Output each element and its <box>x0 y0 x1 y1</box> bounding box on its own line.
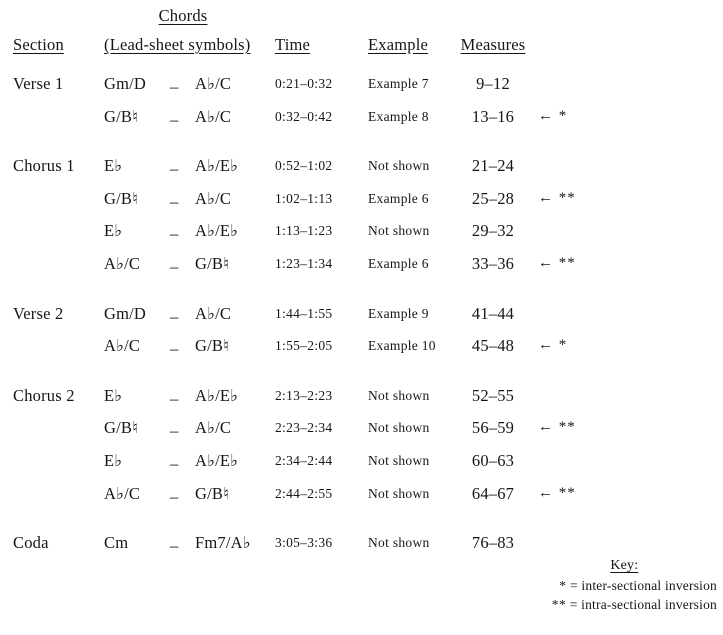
section-column-header: Section <box>13 35 64 54</box>
time-column-header: Time <box>275 35 311 54</box>
key-entry-intra-sectional <box>552 595 717 615</box>
chord-1: G/B♮ <box>104 418 139 438</box>
key-legend-title: Key: <box>610 558 639 573</box>
section-label: Verse 2 <box>13 303 64 323</box>
chord-2: G/B♮ <box>195 253 230 273</box>
example-reference: Not shown <box>368 420 430 436</box>
section-label: Chorus 2 <box>13 385 75 405</box>
measures-range: 45–48 <box>471 336 515 356</box>
inversion-marker: ← ** <box>538 189 576 206</box>
inversion-marker <box>530 74 723 75</box>
example-reference: Example 8 <box>368 108 429 124</box>
key-legend <box>552 556 717 615</box>
chord-1: Gm/D <box>104 303 147 323</box>
time-range: 3:05–3:36 <box>275 535 333 551</box>
time-range: 0:52–1:02 <box>275 158 333 174</box>
inversion-marker: ← ** <box>538 484 576 501</box>
chord-1: A♭/C <box>104 253 141 273</box>
table-row <box>13 74 723 107</box>
inversion-marker <box>530 221 723 222</box>
example-reference: Not shown <box>368 158 430 174</box>
chord-1: A♭/C <box>104 483 141 503</box>
measures-range: 76–83 <box>471 533 515 553</box>
table-row <box>13 221 723 254</box>
chord-2: G/B♮ <box>195 483 230 503</box>
chord-1: E♭ <box>104 156 123 176</box>
example-reference: Not shown <box>368 223 430 239</box>
example-reference: Not shown <box>368 452 430 468</box>
chord-2: A♭/C <box>195 74 232 93</box>
chord-dash: – <box>170 339 179 359</box>
time-range: 0:32–0:42 <box>275 108 333 124</box>
chord-dash: – <box>170 191 179 211</box>
time-range: 1:44–1:55 <box>275 305 333 321</box>
chord-1: A♭/C <box>104 336 141 356</box>
measures-range: 41–44 <box>471 303 515 323</box>
time-range: 0:21–0:32 <box>275 76 333 91</box>
chord-1: Cm <box>104 533 129 553</box>
section-label: Verse 1 <box>13 74 64 93</box>
chord-dash: – <box>170 109 179 129</box>
chord-dash: – <box>170 486 179 506</box>
measures-range: 9–12 <box>476 74 510 93</box>
measures-range: 33–36 <box>471 253 515 273</box>
measures-column-header: Measures <box>460 35 526 54</box>
measures-range: 52–55 <box>471 385 515 405</box>
chord-dash: – <box>170 77 179 96</box>
table-body <box>13 74 723 566</box>
chord-2: A♭/C <box>195 188 232 208</box>
inversion-marker: ← ** <box>538 254 576 271</box>
table-row <box>13 451 723 484</box>
chord-2: A♭/E♭ <box>195 385 239 405</box>
chord-2: A♭/C <box>195 106 232 126</box>
chord-dash: – <box>170 421 179 441</box>
chord-dash: – <box>170 306 179 326</box>
chord-dash: – <box>170 388 179 408</box>
table-row <box>13 484 723 517</box>
example-reference: Example 7 <box>368 76 429 91</box>
inversion-marker <box>530 156 723 157</box>
chord-1: E♭ <box>104 450 123 470</box>
measures-range: 25–28 <box>471 188 515 208</box>
chord-2: A♭/E♭ <box>195 450 239 470</box>
chord-dash: – <box>170 256 179 276</box>
example-reference: Not shown <box>368 387 430 403</box>
time-range: 2:34–2:44 <box>275 452 333 468</box>
example-column-header: Example <box>368 35 429 54</box>
chord-dash: – <box>170 536 179 556</box>
table-row <box>13 189 723 222</box>
measures-range: 56–59 <box>471 418 515 438</box>
inversion-marker: ← * <box>538 107 568 124</box>
example-reference: Example 10 <box>368 338 436 354</box>
table-row <box>13 107 723 140</box>
chord-1: G/B♮ <box>104 188 139 208</box>
measures-range: 21–24 <box>471 156 515 176</box>
time-range: 2:13–2:23 <box>275 387 333 403</box>
chord-1: G/B♮ <box>104 106 139 126</box>
measures-range: 13–16 <box>471 106 515 126</box>
chords-column-header: Chords <box>158 6 208 25</box>
inversion-marker: ← * <box>538 337 568 354</box>
example-reference: Not shown <box>368 485 430 501</box>
measures-range: 29–32 <box>471 221 515 241</box>
measures-range: 64–67 <box>471 483 515 503</box>
time-range: 2:23–2:34 <box>275 420 333 436</box>
table-row <box>13 418 723 451</box>
chord-dash: – <box>170 453 179 473</box>
table-row <box>13 386 723 419</box>
table-row <box>13 156 723 189</box>
leadsheet-column-header: (Lead-sheet symbols) <box>104 35 251 54</box>
inversion-marker <box>530 304 723 305</box>
table-row <box>13 336 723 369</box>
chord-1: Gm/D <box>104 74 147 93</box>
chord-dash: – <box>170 159 179 179</box>
section-label: Chorus 1 <box>13 156 75 176</box>
time-range: 1:02–1:13 <box>275 190 333 206</box>
chord-2: A♭/C <box>195 418 232 438</box>
inversion-marker <box>530 451 723 452</box>
chord-dash: – <box>170 224 179 244</box>
table-header-row <box>13 35 723 61</box>
double-asterisk-symbol: ** <box>551 597 567 612</box>
time-range: 2:44–2:55 <box>275 485 333 501</box>
example-reference: Example 6 <box>368 190 429 206</box>
single-asterisk-symbol: * <box>559 577 567 593</box>
inversion-marker <box>530 533 723 534</box>
time-range: 1:13–1:23 <box>275 223 333 239</box>
time-range: 1:23–1:34 <box>275 255 333 271</box>
example-reference: Example 9 <box>368 305 429 321</box>
chord-2: A♭/E♭ <box>195 156 239 176</box>
chord-2: G/B♮ <box>195 336 230 356</box>
table-row <box>13 304 723 337</box>
inversion-marker <box>530 386 723 387</box>
table-header-top <box>13 6 723 30</box>
chord-1: E♭ <box>104 221 123 241</box>
example-reference: Not shown <box>368 535 430 551</box>
section-label: Coda <box>13 533 49 553</box>
key-entry-definition: = intra-sectional inversion <box>569 597 717 612</box>
example-reference: Example 6 <box>368 255 429 271</box>
chord-2: A♭/C <box>195 303 232 323</box>
key-entry-definition: = inter-sectional inversion <box>570 577 717 593</box>
table-row <box>13 254 723 287</box>
chord-2: Fm7/A♭ <box>195 533 251 553</box>
time-range: 1:55–2:05 <box>275 338 333 354</box>
chord-2: A♭/E♭ <box>195 221 239 241</box>
inversion-marker: ← ** <box>538 419 576 436</box>
key-entry-inter-sectional <box>552 576 717 596</box>
chord-1: E♭ <box>104 385 123 405</box>
measures-range: 60–63 <box>471 450 515 470</box>
